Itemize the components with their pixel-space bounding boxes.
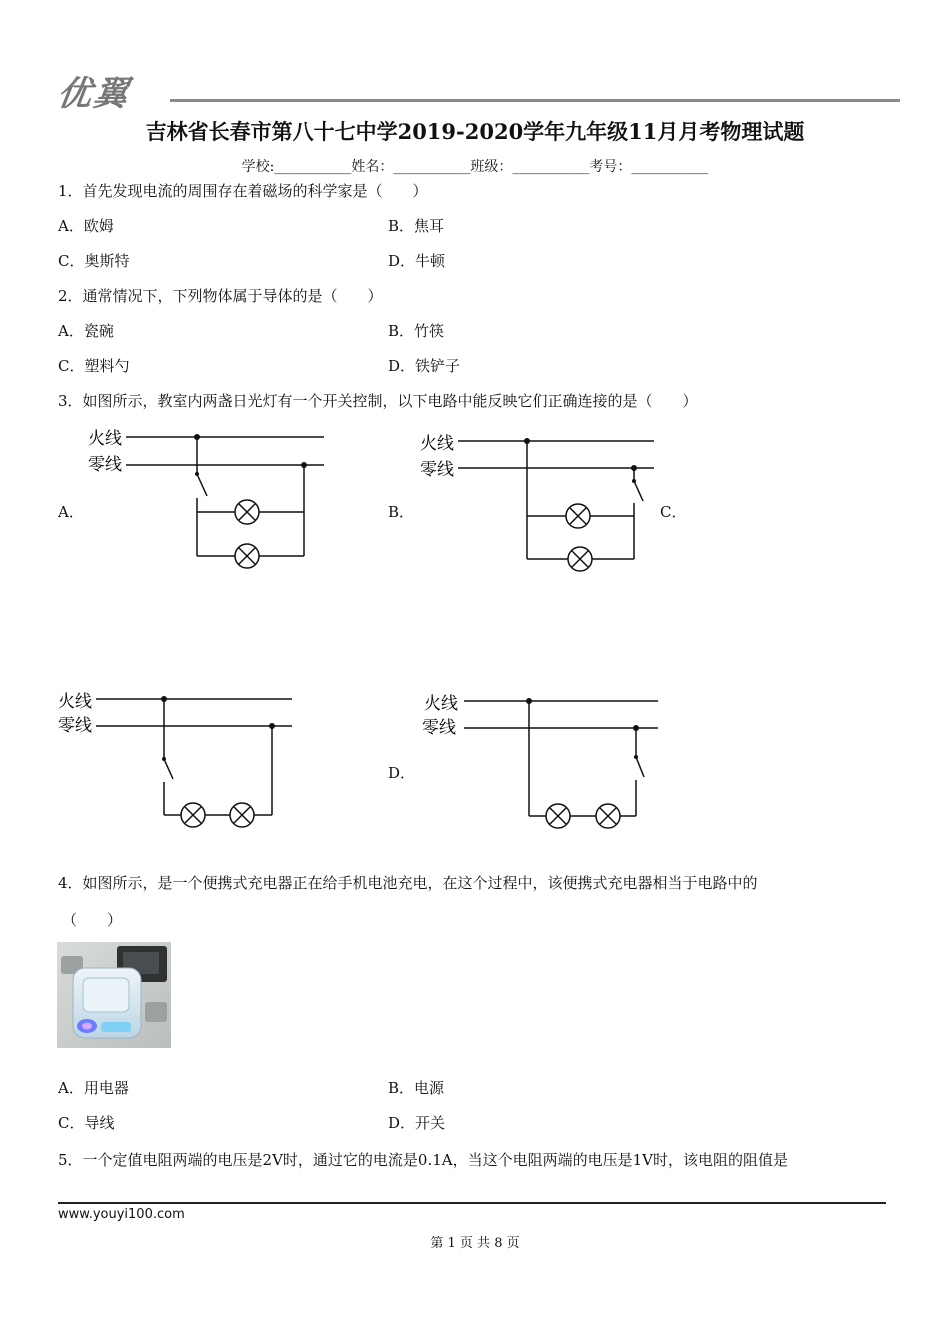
neutral-wire-label: 零线 bbox=[88, 455, 122, 475]
q4-option-d: D．开关 bbox=[388, 1114, 446, 1132]
live-wire-label: 火线 bbox=[420, 434, 454, 454]
q3-option-b: B． bbox=[388, 503, 415, 521]
question-5: 5．一个定值电阻两端的电压是2V时，通过它的电流是0.1A，当这个电阻两端的电压是1V时，该电阻的阻值是 bbox=[58, 1151, 788, 1169]
circuit-diagram-d bbox=[418, 685, 678, 845]
q3-option-c: C． bbox=[660, 503, 687, 521]
youyi-logo: 优翼 bbox=[54, 74, 133, 114]
live-wire-label: 火线 bbox=[58, 692, 92, 712]
q3-option-d: D． bbox=[388, 764, 416, 782]
neutral-wire-label: 零线 bbox=[420, 460, 454, 480]
page-number: 第 1 页 共 8 页 bbox=[430, 1236, 520, 1251]
circuit-diagram-c bbox=[52, 685, 312, 845]
header-rule bbox=[170, 99, 900, 102]
question-3: 3．如图所示，教室内两盏日光灯有一个开关控制，以下电路中能反映它们正确连接的是（ ） bbox=[58, 392, 698, 410]
q2-option-b: B．竹筷 bbox=[388, 322, 445, 340]
question-2: 2．通常情况下，下列物体属于导体的是（ ） bbox=[58, 287, 383, 305]
q2-option-c: C．塑料勺 bbox=[58, 357, 130, 375]
footer-rule bbox=[58, 1202, 886, 1204]
q2-option-a: A．瓷碗 bbox=[58, 322, 114, 340]
q1-option-c: C．奥斯特 bbox=[58, 252, 130, 270]
q1-option-a: A．欧姆 bbox=[58, 217, 114, 235]
q4-option-c: C．导线 bbox=[58, 1114, 115, 1132]
neutral-wire-label: 零线 bbox=[58, 716, 92, 736]
question-1: 1．首先发现电流的周围存在着磁场的科学家是（ ） bbox=[58, 182, 428, 200]
question-4: 4．如图所示，是一个便携式充电器正在给手机电池充电，在这个过程中，该便携式充电器相当于电路中的 bbox=[58, 874, 758, 892]
page-title: 吉林省长春市第八十七中学2019-2020学年九年级11月月考物理试题 bbox=[145, 119, 805, 144]
neutral-wire-label: 零线 bbox=[422, 718, 456, 738]
student-info-line: 学校:___________姓名：___________班级：___________考号：___________ bbox=[241, 159, 709, 175]
q1-option-b: B．焦耳 bbox=[388, 217, 445, 235]
portable-charger-photo bbox=[57, 942, 171, 1048]
live-wire-label: 火线 bbox=[424, 694, 458, 714]
q2-option-d: D．铁铲子 bbox=[388, 357, 461, 375]
q4-option-a: A．用电器 bbox=[58, 1079, 129, 1097]
question-4-brackets: （ ） bbox=[62, 911, 123, 929]
live-wire-label: 火线 bbox=[88, 429, 122, 449]
q3-option-a: A． bbox=[58, 503, 84, 521]
q1-option-d: D．牛顿 bbox=[388, 252, 446, 270]
circuit-diagram-b bbox=[412, 425, 672, 585]
q4-option-b: B．电源 bbox=[388, 1079, 445, 1097]
footer-url[interactable]: www.youyi100.com bbox=[58, 1207, 185, 1222]
circuit-diagram-a bbox=[80, 422, 340, 582]
